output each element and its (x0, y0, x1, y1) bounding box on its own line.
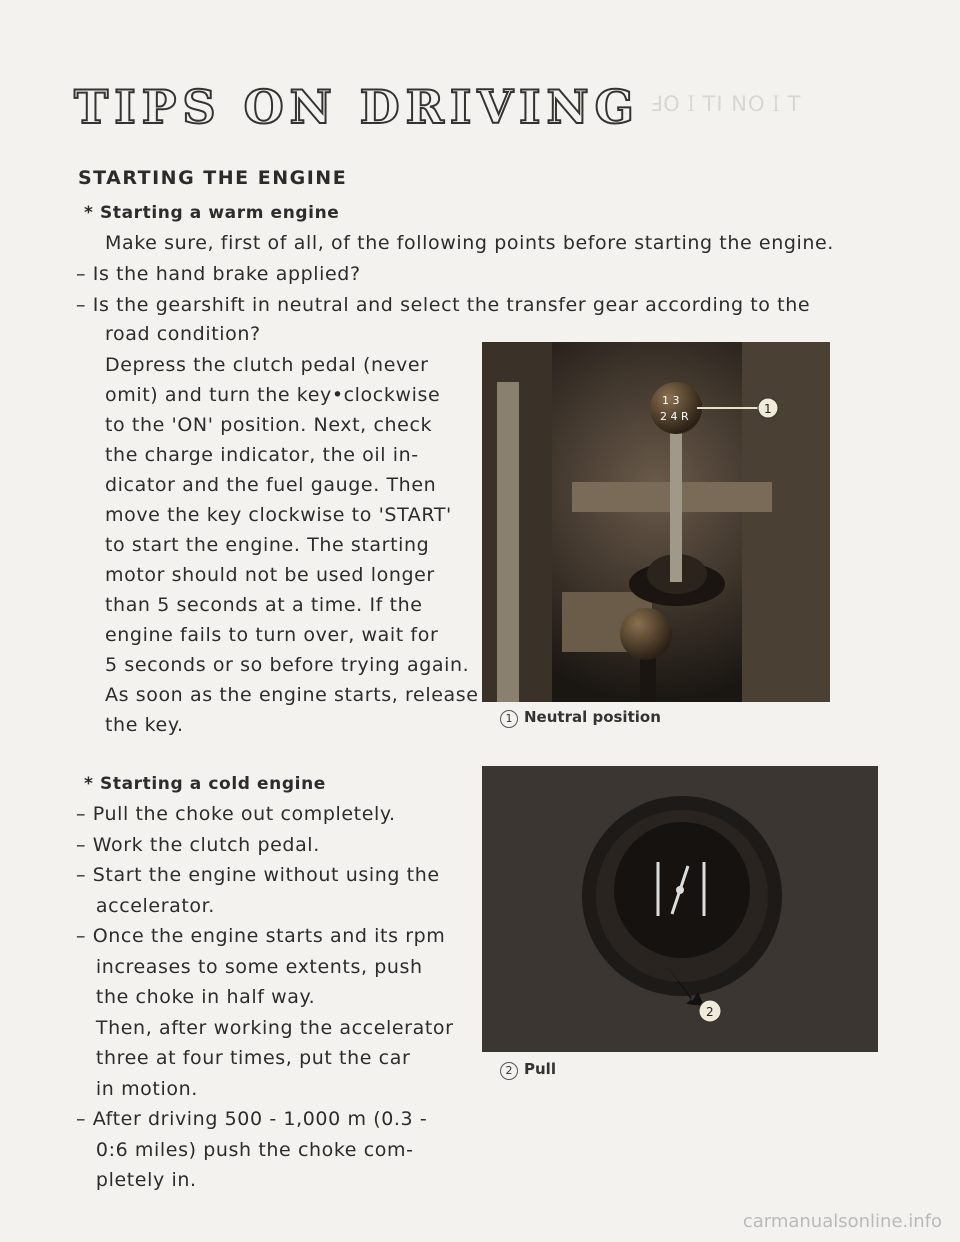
cold-step-line: – Start the engine without using the (76, 864, 440, 886)
cold-step-line: 0:6 miles) push the choke com- (76, 1138, 414, 1161)
warm-paragraph-line: move the key clockwise to 'START' (105, 504, 452, 526)
warm-paragraph-line: As soon as the engine starts, release (105, 684, 479, 706)
cold-step-line: Then, after working the accelerator (76, 1016, 454, 1039)
warm-paragraph-line: the key. (105, 714, 184, 736)
warm-point-2: – Is the gearshift in neutral and select the transfer gear according to the (76, 294, 811, 316)
bleed-through: ℲOＩTI NOＩT (650, 92, 802, 116)
subheading-warm: * Starting a warm engine (84, 203, 340, 223)
warm-paragraph-line: to the 'ON' position. Next, check (105, 414, 433, 436)
warm-intro: Make sure, first of all, of the following points before starting the engine. (105, 232, 834, 254)
choke-photo (482, 766, 878, 1052)
subheading-cold: * Starting a cold engine (84, 774, 326, 794)
cold-step-line: the choke in half way. (76, 986, 316, 1008)
cold-step-line: pletely in. (76, 1169, 197, 1191)
page-title: TIPS ON DRIVING (74, 80, 640, 134)
cold-step-line: – Pull the choke out completely. (76, 803, 396, 825)
svg-text:1: 1 (764, 402, 772, 416)
svg-text:2: 2 (706, 1005, 714, 1019)
figure-1-caption-text: Neutral position (524, 708, 661, 726)
section-heading: STARTING THE ENGINE (78, 167, 348, 189)
figure-1-number: 1 (500, 710, 518, 728)
warm-paragraph-line: to start the engine. The starting (105, 534, 430, 556)
warm-paragraph-line: than 5 seconds at a time. If the (105, 594, 423, 616)
warm-paragraph-line: motor should not be used longer (105, 564, 435, 586)
warm-paragraph-line: Depress the clutch pedal (never (105, 354, 429, 376)
svg-text:2 4 R: 2 4 R (660, 410, 689, 423)
warm-paragraph-line: omit) and turn the key•clockwise (105, 384, 441, 406)
warm-paragraph-line: 5 seconds or so before trying again. (105, 654, 470, 676)
warm-point-1: – Is the hand brake applied? (76, 263, 361, 285)
cold-step-line: three at four times, put the car (76, 1047, 411, 1069)
figure-2-caption (500, 1060, 556, 1080)
warm-paragraph-line: the charge indicator, the oil in- (105, 444, 419, 466)
figure-1-caption (500, 708, 661, 728)
warm-point-2-cont: road condition? (105, 323, 261, 345)
figure-2-number: 2 (500, 1062, 518, 1080)
gearshift-photo (482, 342, 830, 702)
warm-paragraph-line: engine fails to turn over, wait for (105, 624, 439, 646)
footer-watermark: carmanualsonline.info (742, 1211, 942, 1232)
figure-2-caption-text: Pull (524, 1060, 556, 1078)
cold-step-line: – Work the clutch pedal. (76, 833, 320, 856)
svg-text:1 3: 1 3 (662, 394, 680, 407)
warm-paragraph-line: dicator and the fuel gauge. Then (105, 474, 437, 496)
cold-step-line: – Once the engine starts and its rpm (76, 925, 446, 947)
cold-step-line: in motion. (76, 1077, 198, 1100)
cold-step-line: increases to some extents, push (76, 955, 423, 978)
cold-step-line: accelerator. (76, 894, 215, 917)
cold-step-line: – After driving 500 - 1,000 m (0.3 - (76, 1108, 428, 1130)
